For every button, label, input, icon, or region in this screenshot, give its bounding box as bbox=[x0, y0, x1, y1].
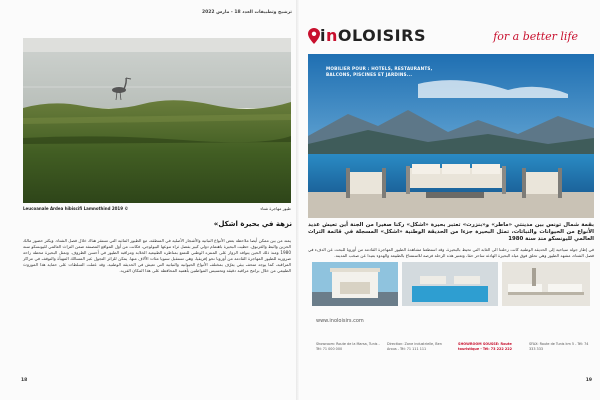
ad-arabic-column bbox=[308, 222, 594, 259]
right-page-ad bbox=[300, 0, 600, 400]
article-title: نزهة في بحيرة اشكل» bbox=[213, 220, 292, 228]
brand-tagline: for a better life bbox=[493, 30, 578, 43]
brand-accent: n bbox=[325, 26, 338, 45]
ad-arabic-intro: بقمة شمال تونس بين مدينتي «ماطر» و«بنزرت» تعتبر بحيرة «اشكل» ركنا صغيرا من الجنة أين تعيش عديد الأنواع من الحيوانات والنباتات، تمثل البحيرة جزءا من الحديقة الوطنية «اشكل» المسجلة في قائمة التراث العالمي لليونسكو منذ سنة 1980 bbox=[308, 222, 594, 242]
contact-list bbox=[316, 342, 594, 352]
contact-item: Showroom: Route de la Marsa, Tunis - Tél: 71 000 000 bbox=[316, 342, 380, 351]
running-header: ترشيح وتطبيقات العدد 18 - مارس 2022 bbox=[201, 10, 292, 15]
contact-item: SHOWROOM SOUSSE: Route touristique - Tél: 73 222 222 bbox=[458, 342, 513, 351]
brand-logo bbox=[308, 26, 426, 45]
location-pin-icon bbox=[308, 28, 320, 44]
heron-photo-image bbox=[23, 38, 291, 203]
contact-item: Direction: Zone industrielle, Ben Arous - Tél: 71 111 111 bbox=[387, 342, 442, 351]
coffee-table bbox=[426, 192, 484, 198]
hero-text bbox=[326, 66, 432, 78]
ad-footer bbox=[308, 312, 594, 382]
cabana-image bbox=[312, 262, 398, 306]
hero-line-2: BALCONS, PISCINES ET JARDINS... bbox=[326, 72, 413, 77]
page-number-right: 19 bbox=[585, 378, 592, 383]
hero-image bbox=[308, 54, 594, 218]
brand-bar bbox=[300, 22, 600, 52]
brand-rest: OLOISIRS bbox=[337, 26, 426, 45]
left-page bbox=[14, 0, 292, 400]
pool-image bbox=[402, 262, 498, 306]
contact-item: SFAX: Route de Tunis km 5 - Tél: 74 333 333 bbox=[529, 342, 589, 351]
brand-name bbox=[320, 26, 426, 45]
photo-caption-arabic: طيور مهاجرة شتاء bbox=[260, 206, 291, 211]
outdoor-armchair-right bbox=[522, 168, 562, 198]
article-body: يمتد من بين ممكن أيضا ملاحظة بعض الأنواع النباتية والأشجار الأصلية في المنطقة، مع الطيور المائية التي تستقر هناك خلال فصل الشتاء. ويكثر حضور مالك الحزين والبط والغرنوق. حظيت البحيرة باهتمام دولي كبير بفضل ثراء تنوعها البيولوجي، فكانت من أول المواقع المصنفة ضمن التراث العالمي لليونسكو سنة 1980 ومنذ ذلك الحين يتوافد الزوار على المنتزه الوطني للتمتع بمناظره الطبيعية الخلابة ومراقبة الطيور في أحسن الظروف. وتمثل البحيرة محطة راحة ضرورية للطيور المهاجرة القادمة من أوروبا نحو إفريقيا، وهي تستقبل سنويا مئات الآلاف منها. يمكن للزائر التجول عبر المسالك المهيأة والتوقف في مراكز المراقبة، كما يوجد متحف بيئي يعرّف بمختلف الأنواع الحيوانية والنباتية التي تعيش في الحديقة الوطنية. وقد عملت السلطات على حماية هذا الموروث الطبيعي من خلال برامج مراقبة دقيقة وتحسيس المواطنين بأهمية المحافظة على هذا المكان الفريد. bbox=[23, 238, 291, 274]
outdoor-armchair-left bbox=[346, 168, 386, 198]
ad-arabic-body: في إطار جولة سياحية إلى الحديقة الوطنية كانت رحلتنا الى الغابة التي تحيط بالبحيرة، وقد استطعنا مشاهدة الطيور المهاجرة القادمة من أوروبا للبحث عن الدفء في فصل الشتاء، مشهد الطيور وهي تحلق فوق مياه البحيرة الهادئة ساحر حقا، وتعتبر هذه الرحلة فرصة للاستمتاع بالطبيعة والهدوء بعيدا عن صخب المدينة. bbox=[308, 247, 594, 259]
website-link[interactable]: www.inoloisirs.com bbox=[316, 318, 364, 324]
loungers-image bbox=[502, 262, 590, 306]
hero-lake-furniture-photo bbox=[308, 54, 594, 218]
brand-prefix: i bbox=[320, 26, 326, 45]
photo-caption bbox=[23, 206, 291, 211]
heron-photo bbox=[23, 38, 291, 203]
page-number-left: 18 bbox=[21, 378, 28, 383]
hero-line-1: MOBILIER POUR : HOTELS, RESTAURANTS, bbox=[326, 66, 433, 71]
photo-caption-latin: Leucoanale Ardea hibiscifi Lamnothind 2019 © bbox=[23, 206, 129, 211]
